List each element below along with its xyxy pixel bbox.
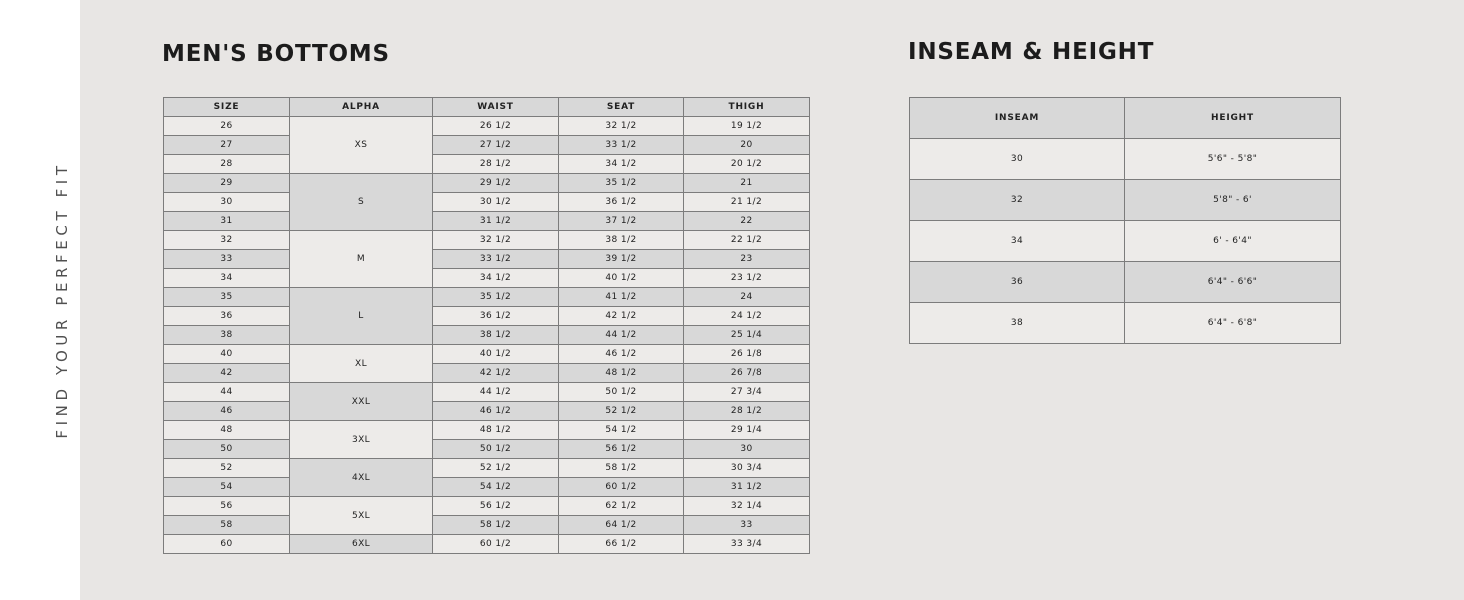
table-row [164,421,810,440]
size-cell: 32 [164,231,290,250]
table-row [164,516,810,535]
waist-cell: 26 1/2 [433,117,559,136]
waist-cell: 32 1/2 [433,231,559,250]
thigh-cell: 20 1/2 [684,155,810,174]
seat-cell: 58 1/2 [559,459,684,478]
inseam-cell: 38 [910,303,1125,344]
inseam-height-table-body [910,139,1341,344]
table-row [164,402,810,421]
waist-cell: 34 1/2 [433,269,559,288]
waist-cell: 54 1/2 [433,478,559,497]
header-seat: SEAT [559,98,684,117]
seat-cell: 41 1/2 [559,288,684,307]
seat-cell: 50 1/2 [559,383,684,402]
seat-cell: 40 1/2 [559,269,684,288]
table-row [164,383,810,402]
seat-cell: 37 1/2 [559,212,684,231]
waist-cell: 44 1/2 [433,383,559,402]
seat-cell: 60 1/2 [559,478,684,497]
alpha-cell: L [290,288,433,345]
thigh-cell: 22 1/2 [684,231,810,250]
table-row [910,139,1341,180]
thigh-cell: 21 [684,174,810,193]
thigh-cell: 28 1/2 [684,402,810,421]
size-cell: 35 [164,288,290,307]
thigh-cell: 23 1/2 [684,269,810,288]
header-height: HEIGHT [1125,98,1341,139]
size-cell: 38 [164,326,290,345]
header-alpha: ALPHA [290,98,433,117]
waist-cell: 42 1/2 [433,364,559,383]
header-inseam: INSEAM [910,98,1125,139]
thigh-cell: 27 3/4 [684,383,810,402]
table-row [910,180,1341,221]
table-row [164,345,810,364]
table-row [164,478,810,497]
size-cell: 40 [164,345,290,364]
table-row [164,250,810,269]
thigh-cell: 26 1/8 [684,345,810,364]
size-cell: 31 [164,212,290,231]
table-row [164,535,810,554]
thigh-cell: 22 [684,212,810,231]
table-row [164,440,810,459]
table-row [910,303,1341,344]
inseam-cell: 32 [910,180,1125,221]
seat-cell: 52 1/2 [559,402,684,421]
table-row [164,136,810,155]
waist-cell: 58 1/2 [433,516,559,535]
size-cell: 36 [164,307,290,326]
waist-cell: 35 1/2 [433,288,559,307]
size-cell: 28 [164,155,290,174]
alpha-cell: 6XL [290,535,433,554]
thigh-cell: 30 3/4 [684,459,810,478]
size-cell: 34 [164,269,290,288]
alpha-cell: XXL [290,383,433,421]
thigh-cell: 19 1/2 [684,117,810,136]
size-cell: 30 [164,193,290,212]
size-cell: 26 [164,117,290,136]
header-size: SIZE [164,98,290,117]
waist-cell: 33 1/2 [433,250,559,269]
table-row [910,221,1341,262]
mens-bottoms-title: MEN'S BOTTOMS [162,41,390,67]
table-row [164,212,810,231]
thigh-cell: 23 [684,250,810,269]
inseam-height-title: INSEAM & HEIGHT [908,39,1155,65]
waist-cell: 60 1/2 [433,535,559,554]
thigh-cell: 21 1/2 [684,193,810,212]
seat-cell: 38 1/2 [559,231,684,250]
height-cell: 6'4" - 6'8" [1125,303,1341,344]
size-cell: 46 [164,402,290,421]
table-row [164,459,810,478]
seat-cell: 36 1/2 [559,193,684,212]
waist-cell: 30 1/2 [433,193,559,212]
waist-cell: 40 1/2 [433,345,559,364]
waist-cell: 29 1/2 [433,174,559,193]
thigh-cell: 20 [684,136,810,155]
thigh-cell: 29 1/4 [684,421,810,440]
thigh-cell: 33 3/4 [684,535,810,554]
alpha-cell: XL [290,345,433,383]
table-row [910,262,1341,303]
thigh-cell: 32 1/4 [684,497,810,516]
waist-cell: 48 1/2 [433,421,559,440]
waist-cell: 27 1/2 [433,136,559,155]
alpha-cell: 5XL [290,497,433,535]
seat-cell: 42 1/2 [559,307,684,326]
table-row [164,117,810,136]
table-row [164,155,810,174]
seat-cell: 62 1/2 [559,497,684,516]
table-row [164,307,810,326]
size-cell: 54 [164,478,290,497]
size-cell: 52 [164,459,290,478]
header-thigh: THIGH [684,98,810,117]
seat-cell: 48 1/2 [559,364,684,383]
waist-cell: 46 1/2 [433,402,559,421]
size-cell: 58 [164,516,290,535]
alpha-cell: M [290,231,433,288]
height-cell: 5'8" - 6' [1125,180,1341,221]
size-cell: 33 [164,250,290,269]
size-cell: 44 [164,383,290,402]
find-your-perfect-fit-label: FIND YOUR PERFECT FIT [53,161,71,439]
alpha-cell: 4XL [290,459,433,497]
alpha-cell: XS [290,117,433,174]
seat-cell: 66 1/2 [559,535,684,554]
table-row [164,326,810,345]
waist-cell: 38 1/2 [433,326,559,345]
inseam-cell: 34 [910,221,1125,262]
size-cell: 60 [164,535,290,554]
seat-cell: 33 1/2 [559,136,684,155]
seat-cell: 34 1/2 [559,155,684,174]
seat-cell: 54 1/2 [559,421,684,440]
waist-cell: 28 1/2 [433,155,559,174]
table-row [164,364,810,383]
size-cell: 48 [164,421,290,440]
inseam-cell: 36 [910,262,1125,303]
table-row [164,193,810,212]
table-row [164,231,810,250]
height-cell: 5'6" - 5'8" [1125,139,1341,180]
thigh-cell: 31 1/2 [684,478,810,497]
mens-bottoms-size-table [163,97,810,554]
seat-cell: 56 1/2 [559,440,684,459]
thigh-cell: 25 1/4 [684,326,810,345]
seat-cell: 64 1/2 [559,516,684,535]
size-cell: 42 [164,364,290,383]
waist-cell: 50 1/2 [433,440,559,459]
thigh-cell: 24 1/2 [684,307,810,326]
seat-cell: 44 1/2 [559,326,684,345]
waist-cell: 56 1/2 [433,497,559,516]
inseam-cell: 30 [910,139,1125,180]
table-row [164,174,810,193]
height-cell: 6' - 6'4" [1125,221,1341,262]
height-cell: 6'4" - 6'6" [1125,262,1341,303]
size-cell: 27 [164,136,290,155]
waist-cell: 36 1/2 [433,307,559,326]
thigh-cell: 26 7/8 [684,364,810,383]
size-cell: 29 [164,174,290,193]
thigh-cell: 30 [684,440,810,459]
thigh-cell: 33 [684,516,810,535]
seat-cell: 35 1/2 [559,174,684,193]
size-cell: 56 [164,497,290,516]
waist-cell: 52 1/2 [433,459,559,478]
alpha-cell: 3XL [290,421,433,459]
table-header-row [910,98,1341,139]
thigh-cell: 24 [684,288,810,307]
alpha-cell: S [290,174,433,231]
size-cell: 50 [164,440,290,459]
seat-cell: 32 1/2 [559,117,684,136]
table-header-row [164,98,810,117]
waist-cell: 31 1/2 [433,212,559,231]
table-row [164,269,810,288]
seat-cell: 39 1/2 [559,250,684,269]
table-row [164,288,810,307]
mens-bottoms-table-body [164,117,810,554]
seat-cell: 46 1/2 [559,345,684,364]
table-row [164,497,810,516]
header-waist: WAIST [433,98,559,117]
inseam-height-table [909,97,1341,344]
